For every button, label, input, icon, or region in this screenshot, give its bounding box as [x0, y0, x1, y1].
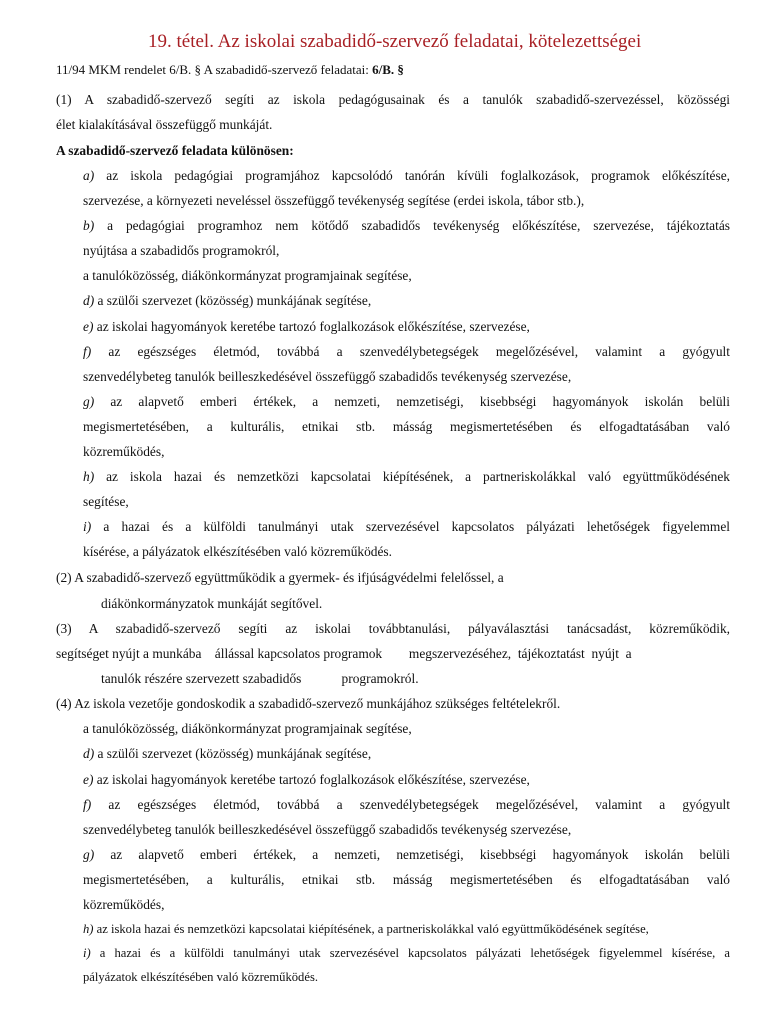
list-item: a) az iskola pedagógiai programjához kapcsolódó tanórán kívüli foglalkozások, programok előkészítése, — [83, 168, 730, 183]
list-item-continuation: pályázatok elkészítésében való közreműködés. — [83, 970, 318, 984]
list-item-continuation: szenvedélybeteg tanulók beilleszkedésével összefüggő szabadidős tevékenység szervezése, — [83, 369, 572, 384]
list-item-continuation: segítése, — [83, 494, 129, 509]
paragraph-line: élet kialakításával összefüggő munkáját. — [56, 117, 273, 132]
document-subtitle — [56, 62, 404, 78]
list-item: f) az egészséges életmód, továbbá a szenvedélybetegségek megelőzésével, valamint a gyógyult — [83, 797, 730, 812]
section-heading: A szabadidő-szervező feladata különösen: — [56, 143, 294, 158]
list-item: g) az alapvető emberi értékek, a nemzeti, nemzetiségi, kisebbségi hagyományok iskolán belüli — [83, 847, 730, 862]
page-title: 19. tétel. Az iskolai szabadidő-szervező feladatai, kötelezettségei — [148, 31, 642, 52]
list-item: b) a pedagógiai programhoz nem kötődő szabadidős tevékenység előkészítése, szervezése, tájékoztatás — [83, 218, 730, 233]
subtitle-text: 11/94 MKM rendelet 6/B. § A szabadidő-szervező feladatai: — [56, 62, 373, 77]
list-item: a tanulóközösség, diákönkormányzat programjainak segítése, — [83, 268, 412, 283]
subtitle-bold: 6/B. § — [372, 62, 404, 77]
paragraph-line: tanulók részére szervezett szabadidős programokról. — [101, 671, 419, 686]
paragraph-line: diákönkormányzatok munkáját segítővel. — [101, 596, 323, 611]
list-item-continuation: szenvedélybeteg tanulók beilleszkedésével összefüggő szabadidős tevékenység szervezése, — [83, 822, 572, 837]
paragraph-line: (2) A szabadidő-szervező együttműködik a gyermek- és ifjúságvédelmi felelőssel, a — [56, 570, 504, 585]
paragraph-line: (3) A szabadidő-szervező segíti az iskolai továbbtanulási, pályaválasztási tanácsadást, közreműködik, — [56, 621, 730, 636]
list-item: g) az alapvető emberi értékek, a nemzeti, nemzetiségi, kisebbségi hagyományok iskolán belüli — [83, 394, 730, 409]
list-item: e) az iskolai hagyományok keretébe tartozó foglalkozások előkészítése, szervezése, — [83, 772, 530, 787]
list-item-continuation: nyújtása a szabadidős programokról, — [83, 243, 280, 258]
list-item-continuation: közreműködés, — [83, 444, 165, 459]
list-item: a tanulóközösség, diákönkormányzat programjainak segítése, — [83, 721, 412, 736]
list-item: e) az iskolai hagyományok keretébe tartozó foglalkozások előkészítése, szervezése, — [83, 319, 530, 334]
list-item: h) az iskola hazai és nemzetközi kapcsolatai kiépítésének, a partneriskolákkal való együttműködésének — [83, 469, 730, 484]
paragraph-line: (4) Az iskola vezetője gondoskodik a szabadidő-szervező munkájához szükséges feltételekről. — [56, 696, 561, 711]
list-item: h) az iskola hazai és nemzetközi kapcsolatai kiépítésének, a partneriskolákkal való együttműködésének segítése, — [83, 922, 649, 936]
paragraph-line: (1) A szabadidő-szervező segíti az iskola pedagógusainak és a tanulók szabadidő-szervezéssel, közösségi — [56, 92, 730, 107]
list-item: i) a hazai és a külföldi tanulmányi utak szervezésével kapcsolatos pályázati lehetőségek figyelemmel — [83, 519, 730, 534]
paragraph-line: segítséget nyújt a munkába állással kapcsolatos programok megszervezéséhez, tájékoztatást nyújt a — [56, 646, 632, 661]
list-item: i) a hazai és a külföldi tanulmányi utak szervezésével kapcsolatos pályázati lehetőségek figyelemmel kísérése, a — [83, 946, 730, 960]
list-item-continuation: közreműködés, — [83, 897, 165, 912]
list-item-continuation: megismertetésében, a kulturális, etnikai stb. másság megismertetésében és elfogadtatásában való — [83, 872, 730, 887]
list-item: d) a szülői szervezet (közösség) munkájának segítése, — [83, 746, 372, 761]
list-item-continuation: szervezése, a környezeti neveléssel összefüggő tevékenység segítése (erdei iskola, tábor stb.), — [83, 193, 585, 208]
list-item-continuation: megismertetésében, a kulturális, etnikai stb. másság megismertetésében és elfogadtatásában való — [83, 419, 730, 434]
list-item: d) a szülői szervezet (közösség) munkájának segítése, — [83, 293, 372, 308]
list-item: f) az egészséges életmód, továbbá a szenvedélybetegségek megelőzésével, valamint a gyógyult — [83, 344, 730, 359]
list-item-continuation: kísérése, a pályázatok elkészítésében való közreműködés. — [83, 544, 392, 559]
